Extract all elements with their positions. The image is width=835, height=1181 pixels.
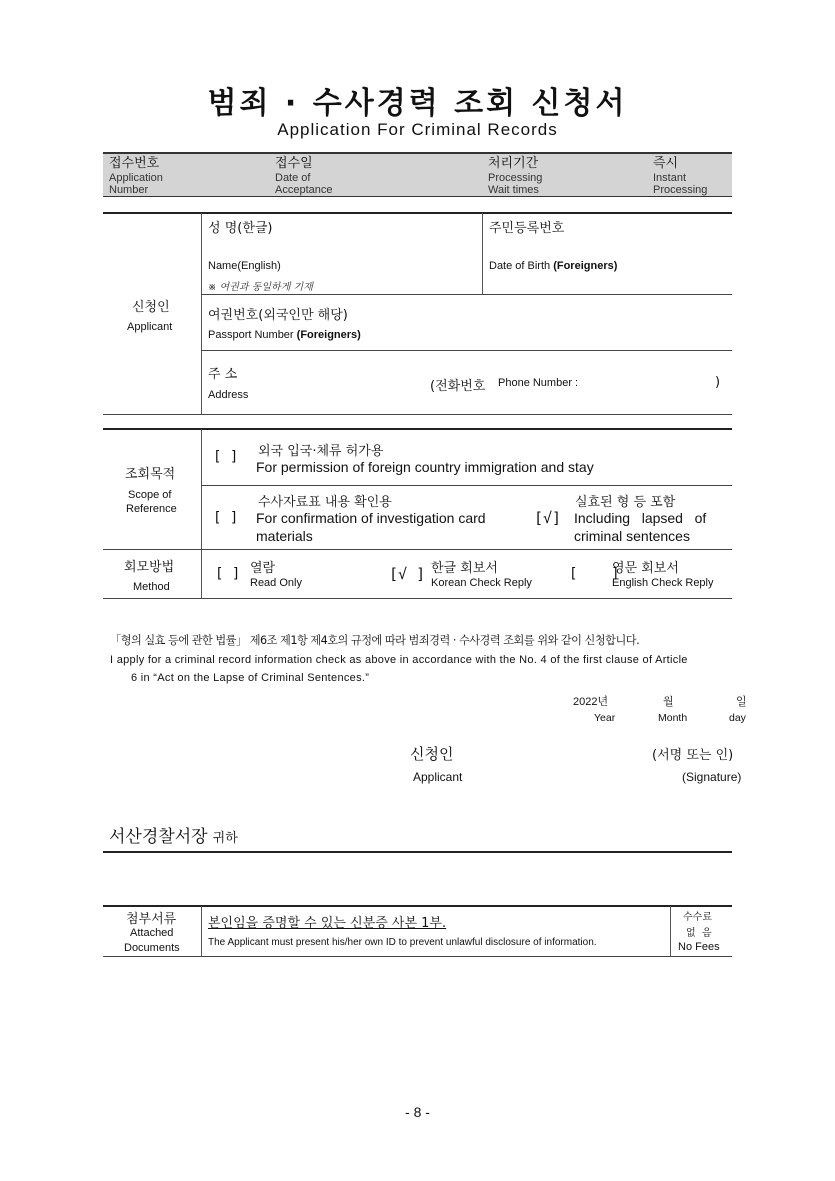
recipient-underline <box>103 851 732 853</box>
method-bottom-border <box>103 598 732 599</box>
applicant-label: 신청인 <box>132 300 170 315</box>
scope-option2-en1: For confirmation of investigation card <box>256 510 486 526</box>
scope-row-border <box>201 485 732 486</box>
method-label-en: Method <box>133 581 170 593</box>
receipt-bar <box>103 152 732 197</box>
method-read-ko: 열람 <box>250 561 276 576</box>
phone-english-label: Phone Number : <box>498 377 579 389</box>
method-korean-en: Korean Check Reply <box>431 577 532 589</box>
receipt-number-en1: Application <box>109 172 163 184</box>
receipt-date-cell <box>275 156 332 196</box>
scope-option1-checkbox[interactable]: [ ] <box>213 449 239 465</box>
scope-option3-en1: Including lapsed of <box>574 510 707 526</box>
receipt-date-label: 접수일 <box>275 156 313 171</box>
scope-label: 조회목적 <box>125 467 176 482</box>
scope-option3-en2: criminal sentences <box>574 528 690 544</box>
page-title: 범죄 · 수사경력 조회 신청서 <box>207 86 628 121</box>
signature-sign-ko[interactable]: (서명 또는 인) <box>652 748 734 763</box>
attached-doc-en: The Applicant must present his/her own ID to prevent unlawful disclosure of information. <box>208 937 597 948</box>
attached-label-en1: Attached <box>130 927 174 939</box>
receipt-instant-en2: Processing <box>653 184 708 196</box>
scope-label-en1: Scope of <box>128 489 172 501</box>
phone-close: ) <box>715 375 721 390</box>
receipt-number-cell <box>109 156 163 196</box>
address-korean-label: 주 소 <box>208 367 238 382</box>
dob-label-text: Date of Birth <box>489 260 551 272</box>
method-english-checkbox[interactable]: [ ] <box>569 566 620 582</box>
receipt-instant-en1: Instant <box>653 172 687 184</box>
page-number: - 8 - <box>405 1104 430 1120</box>
scope-option3-ko: 실효된 형 등 포함 <box>575 495 676 510</box>
fee-en: No Fees <box>678 941 720 953</box>
date-year-en: Year <box>594 712 616 724</box>
signature-applicant-en: Applicant <box>413 770 463 784</box>
fee-none: 없 음 <box>686 928 712 939</box>
applicant-row2-border <box>201 350 732 351</box>
method-english-ko: 영문 회보서 <box>612 561 679 576</box>
scope-bottom-border <box>103 549 732 550</box>
scope-top-border <box>103 428 732 430</box>
passport-english-text: Passport Number <box>208 329 294 341</box>
scope-option2-checkbox[interactable]: [ ] <box>213 510 239 526</box>
recipient-suffix: 귀하 <box>212 831 238 846</box>
fee-label: 수수료 <box>683 912 712 923</box>
scope-option3-checkbox[interactable]: [√] <box>534 509 562 527</box>
date-month-label[interactable]: 월 <box>663 696 674 708</box>
receipt-period-label: 처리기간 <box>488 156 539 171</box>
method-korean-checkbox[interactable]: [√ ] <box>389 565 426 583</box>
date-year-value[interactable]: 2022년 <box>573 696 609 708</box>
applicant-row1-border <box>201 294 732 295</box>
scope-label-divider <box>201 429 202 599</box>
scope-option2-ko: 수사자료표 내용 확인용 <box>258 495 392 510</box>
name-korean-label: 성 명(한글) <box>208 221 273 236</box>
receipt-date-en1: Date of <box>275 172 311 184</box>
receipt-number-en2: Number <box>109 184 149 196</box>
date-month-en: Month <box>658 712 688 724</box>
rrn-label: 주민등록번호 <box>489 221 565 236</box>
applicant-top-border <box>103 212 732 214</box>
passport-korean-label: 여권번호(외국인만 해당) <box>208 308 348 323</box>
applicant-name-divider <box>482 213 483 294</box>
applicant-label-divider <box>201 213 202 415</box>
statement-english-line1: I apply for a criminal record information check as above in accordance with the No. 4 of the first clause of Article <box>110 654 688 666</box>
attached-label-en2: Documents <box>124 942 180 954</box>
statement-korean: 「형의 실효 등에 관한 법률」 제6조 제1항 제4호의 규정에 따라 범죄경력 · 수사경력 조회를 위와 같이 신청합니다. <box>110 634 640 647</box>
name-english-label: Name(English) <box>208 260 281 272</box>
recipient-name: 서산경찰서장 <box>109 827 208 847</box>
phone-label: (전화번호 <box>430 379 486 394</box>
method-english-en: English Check Reply <box>612 577 714 589</box>
statement-english-line2: 6 in “Act on the Lapse of Criminal Sentences.” <box>131 672 370 684</box>
recipient-line <box>109 822 238 847</box>
attached-label-divider <box>201 906 202 956</box>
address-english-label: Address <box>208 389 249 401</box>
receipt-number-label: 접수번호 <box>109 156 160 171</box>
dob-foreigners: (Foreigners) <box>553 260 618 272</box>
attached-label: 첨부서류 <box>126 912 177 927</box>
attached-doc-ko: 본인임을 증명할 수 있는 신분증 사본 1부. <box>208 916 447 931</box>
receipt-instant-label: 즉시 <box>653 156 679 171</box>
receipt-instant-cell <box>653 156 707 196</box>
signature-sign-en: (Signature) <box>682 770 742 784</box>
signature-applicant-ko: 신청인 <box>410 745 454 763</box>
applicant-bottom-border <box>103 414 732 415</box>
receipt-period-cell <box>488 156 542 196</box>
passport-foreigners: (Foreigners) <box>296 329 361 341</box>
passport-english-label <box>208 329 361 341</box>
dob-label <box>489 260 617 272</box>
scope-label-en2: Reference <box>126 503 177 515</box>
receipt-date-en2: Acceptance <box>275 184 333 196</box>
name-note: ※ 여권과 동일하게 기재 <box>208 282 313 293</box>
method-korean-ko: 한글 회보서 <box>431 561 498 576</box>
receipt-period-en1: Processing <box>488 172 543 184</box>
method-read-checkbox[interactable]: [ ] <box>215 566 241 582</box>
scope-option1-en: For permission of foreign country immigration and stay <box>256 459 594 475</box>
applicant-label-en: Applicant <box>127 321 173 333</box>
method-read-en: Read Only <box>250 577 302 589</box>
receipt-period-en2: Wait times <box>488 184 539 196</box>
date-day-label[interactable]: 일 <box>736 696 747 708</box>
page-subtitle: Application For Criminal Records <box>277 120 558 139</box>
method-label: 회모방법 <box>124 560 175 575</box>
scope-option2-en2: materials <box>256 528 313 544</box>
attached-bottom-border <box>103 956 732 957</box>
date-day-en: day <box>729 712 746 724</box>
scope-option1-ko: 외국 입국·체류 허가용 <box>258 444 384 459</box>
attached-top-border <box>103 905 732 907</box>
attached-fee-divider <box>670 906 671 956</box>
